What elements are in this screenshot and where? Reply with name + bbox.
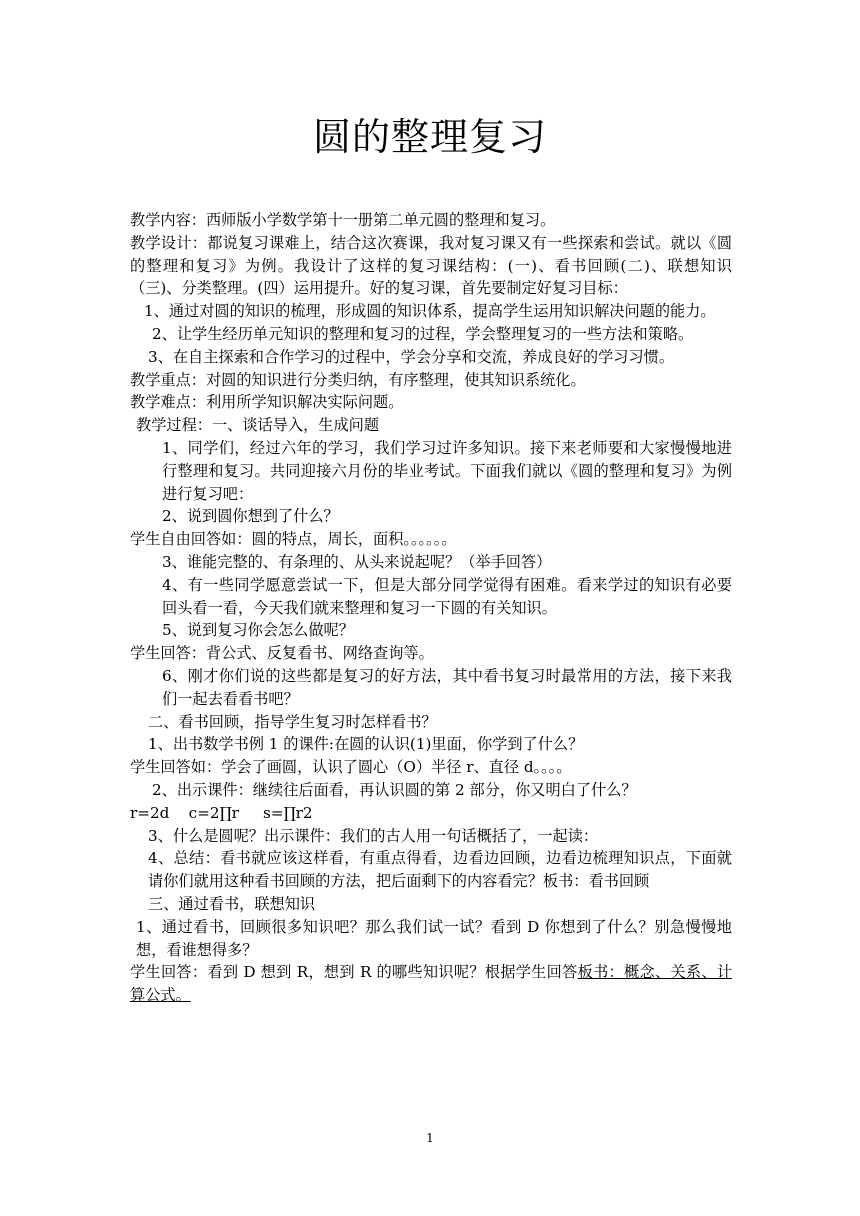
paragraph: 5、说到复习你会怎么做呢？ [162,621,354,640]
paragraph: 2、说到圆你想到了什么？ [162,507,339,526]
paragraph: 2、让学生经历单元知识的整理和复习的过程，学会整理复习的一些方法和策略。 [152,324,694,343]
document-body [130,209,732,1007]
paragraph: 学生自由回答如：圆的特点，周长，面积。。。。。。 [130,530,457,549]
paragraph: 3、在自主探索和合作学习的过程中，学会分享和交流，养成良好的学习习惯。 [148,347,675,366]
paragraph: 1、同学们，经过六年的学习，我们学习过许多知识。接下来老师要和大家慢慢地进行整理和复习。共同迎接六月份的毕业考试。下面我们就以《圆的整理和复习》为例进行复习吧： [162,438,732,503]
answer-text: 学生回答：看到 D 想到 R，想到 R 的哪些知识呢？根据学生回答 [130,963,578,982]
paragraph: 二、看书回顾，指导学生复习时怎样看书？ [148,712,437,731]
paragraph: 2、出示课件：继续往后面看，再认识圆的第 2 部分，你又明白了什么？ [152,780,637,799]
paragraph: 学生回答如：学会了画圆，认识了圆心（O）半径 r、直径 d。。。。 [130,758,572,777]
paragraph: 1、通过看书，回顾很多知识吧？那么我们试一试？看到 D 你想到了什么？别急慢慢地想，看谁想得多？ [136,917,732,959]
paragraph [130,961,732,1007]
paragraph: 教学过程：一、谈话导入，生成问题 [136,416,379,435]
paragraph: 三、通过看书，联想知识 [148,894,316,913]
paragraph: 教学重点：对圆的知识进行分类归纳，有序整理，使其知识系统化。 [130,370,586,389]
paragraph: 3、谁能完整的、有条理的、从头来说起呢？（举手回答） [162,552,552,571]
paragraph: 4、总结：看书就应该这样看，有重点得看，边看边回顾，边看边梳理知识点，下面就请你们就用这种看书回顾的方法，把后面剩下的内容看完？板书：看书回顾 [148,849,732,891]
paragraph: 6、刚才你们说的这些都是复习的好方法，其中看书复习时最常用的方法，接下来我们一起去看看书吧？ [162,666,732,708]
paragraph: 学生回答：背公式、反复看书、网络查询等。 [130,644,434,663]
paragraph: 3、什么是圆呢？出示课件：我们的古人用一句话概括了，一起读： [148,826,599,845]
paragraph: 1、出书数学书例 1 的课件:在圆的认识(1)里面，你学到了什么？ [148,735,584,754]
paragraph: 教学设计：都说复习课难上，结合这次赛课，我对复习课又有一些探索和尝试。就以《圆的整理和复习》为例。我设计了这样的复习课结构：(一)、看书回顾(二)、联想知识（三)、分类整理。(四）运用提升。好的复习课，首先要制定好复习目标： [130,233,732,298]
page-number: 1 [426,1131,434,1145]
paragraph: 4、有一些同学愿意尝试一下，但是大部分同学觉得有困难。看来学过的知识有必要回头看一看，今天我们就来整理和复习一下圆的有关知识。 [162,575,732,617]
paragraph: 教学内容：西师版小学数学第十一册第二单元圆的整理和复习。 [130,211,556,229]
paragraph: 1、通过对圆的知识的梳理，形成圆的知识体系，提高学生运用知识解决问题的能力。 [144,302,716,321]
paragraph: 教学难点：利用所学知识解决实际问题。 [130,393,404,412]
document-title: 圆的整理复习 [312,115,547,159]
blackboard-note: 板书：概念、关系、计算公式。 [130,963,732,1005]
formula-line: r=2d c=2∏r s=∏r2 [130,803,313,822]
